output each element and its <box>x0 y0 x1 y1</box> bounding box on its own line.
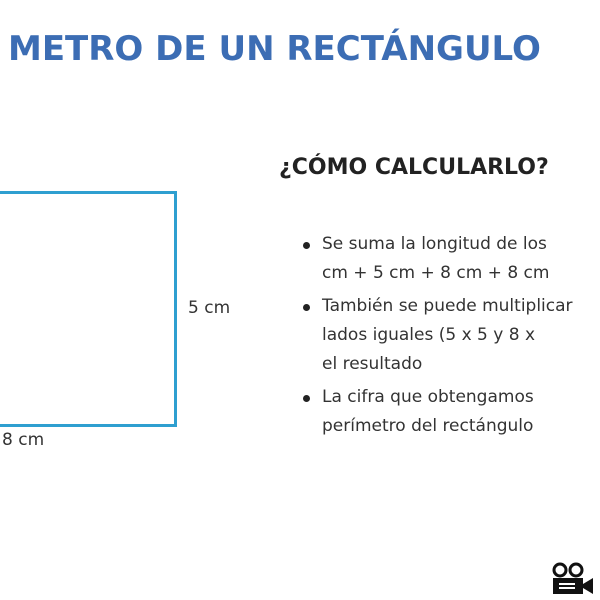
bullet-text: cm + 5 cm + 8 cm + 8 cm <box>322 263 550 283</box>
bullet-list <box>298 230 590 445</box>
bullet-text: La cifra que obtengamos <box>322 387 534 407</box>
slide-title: METRO DE UN RECTÁNGULO <box>8 29 541 69</box>
bullet-icon <box>303 395 310 402</box>
bullet-icon <box>303 304 310 311</box>
bullet-text: perímetro del rectángulo <box>322 416 534 436</box>
bullet-text: lados iguales (5 x 5 y 8 x <box>322 325 536 345</box>
bullet-text: También se puede multiplicar <box>322 296 573 316</box>
bullet-icon <box>303 242 310 249</box>
list-item <box>298 230 590 288</box>
section-heading: ¿CÓMO CALCULARLO? <box>279 155 549 180</box>
list-item <box>298 292 590 379</box>
list-item <box>298 383 590 441</box>
height-label: 5 cm <box>188 298 231 318</box>
rectangle-diagram <box>0 191 177 427</box>
width-label: 8 cm <box>2 430 45 450</box>
video-camera-icon <box>550 562 596 596</box>
bullet-text: Se suma la longitud de los <box>322 234 547 254</box>
bullet-text: el resultado <box>322 354 423 374</box>
